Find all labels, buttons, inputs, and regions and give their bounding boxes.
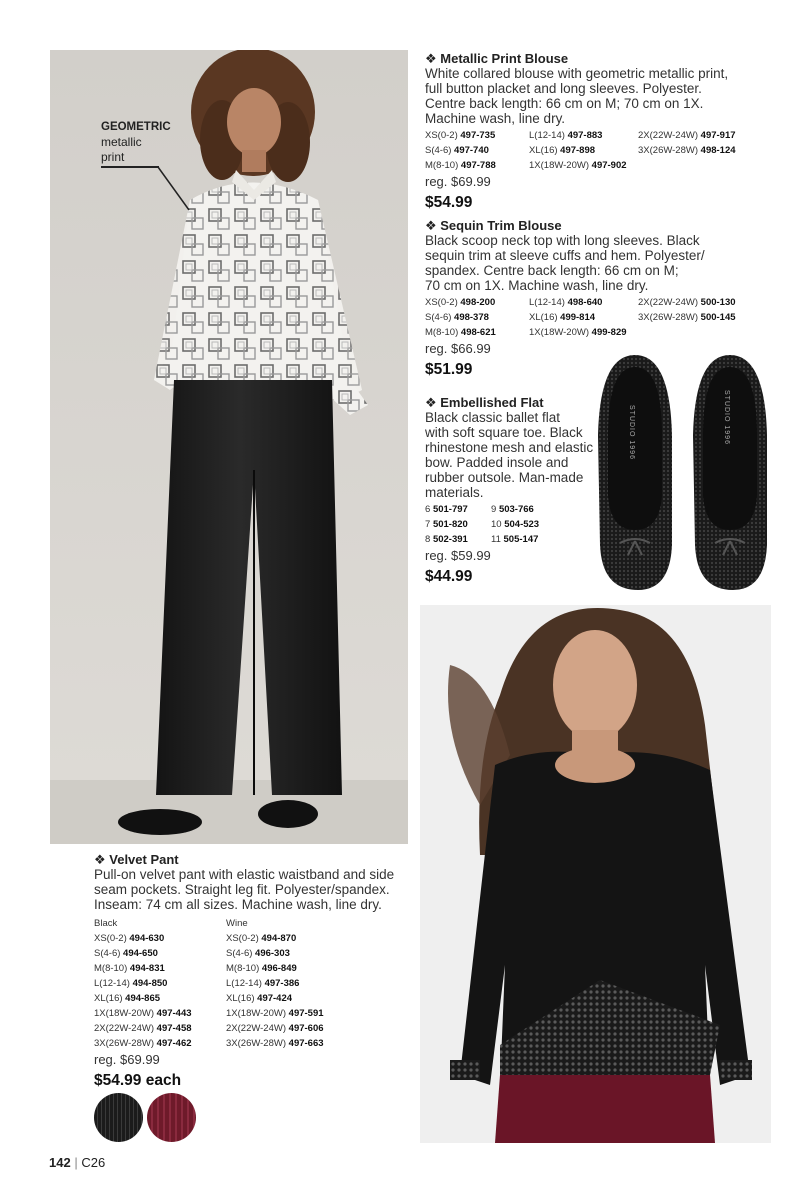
product-description: Pull-on velvet pant with elastic waistband and side seam pockets. Straight leg fit. Polyester/spandex. Inseam: 74 cm all sizes. Machine wash, line dry. <box>94 867 395 912</box>
catalog-code: C26 <box>81 1155 106 1170</box>
size-table <box>94 916 414 1051</box>
size-cell: 9 503-766 <box>491 504 534 515</box>
product-description: Black classic ballet flat with soft square toe. Black rhinestone mesh and elastic bow. Padded insole and rubber outsole. Man-made materials. <box>425 410 594 500</box>
sale-price: $51.99 <box>425 361 473 378</box>
sale-price: $44.99 <box>425 568 473 585</box>
size-cell: L(12-14) 498-640 <box>529 297 603 308</box>
left-shoe <box>598 355 672 590</box>
size-cell: M(8-10) 497-788 <box>425 160 496 171</box>
size-cell: XS(0-2) 497-735 <box>425 130 496 141</box>
size-cell: XL(16) 497-424 <box>226 993 293 1004</box>
size-cell: 2X(22W-24W) 500-130 <box>638 297 736 308</box>
size-cell: 3X(26W-28W) 497-663 <box>226 1038 324 1049</box>
size-cell: 2X(22W-24W) 497-606 <box>226 1023 324 1034</box>
size-cell: XL(16) 494-865 <box>94 993 161 1004</box>
swatch-wine <box>147 1093 196 1142</box>
callout-line2: metallic <box>101 135 142 149</box>
size-cell: 2X(22W-24W) 497-458 <box>94 1023 192 1034</box>
product-description: White collared blouse with geometric metallic print, full button placket and long sleeves. Polyester. Centre back length: 66 cm on M; 70 cm on 1X. Machine wash, line dry. <box>425 66 729 126</box>
size-cell: L(12-14) 497-883 <box>529 130 603 141</box>
size-cell: 8 502-391 <box>425 534 468 545</box>
size-cell: S(4-6) 496-303 <box>226 948 290 959</box>
size-table <box>425 128 755 173</box>
page-number: 142 <box>49 1155 71 1170</box>
callout-underline <box>101 166 159 168</box>
size-cell: 3X(26W-28W) 500-145 <box>638 312 736 323</box>
size-cell: 1X(18W-20W) 497-902 <box>529 160 627 171</box>
regular-price: reg. $59.99 <box>425 548 491 563</box>
size-cell: XS(0-2) 494-870 <box>226 933 297 944</box>
size-cell: 1X(18W-20W) 497-591 <box>226 1008 324 1019</box>
geometric-print-callout <box>101 120 201 165</box>
size-cell: L(12-14) 497-386 <box>226 978 300 989</box>
size-cell <box>638 158 758 173</box>
size-cell: M(8-10) 494-831 <box>94 963 165 974</box>
footer-separator: | <box>74 1155 78 1170</box>
size-cell: 10 504-523 <box>491 519 540 530</box>
regular-price: reg. $69.99 <box>425 174 491 189</box>
product-embellished-flat <box>425 395 605 586</box>
size-table <box>425 502 605 547</box>
size-cell <box>638 325 758 340</box>
callout-pointer-line <box>155 164 195 214</box>
size-cell: S(4-6) 498-378 <box>425 312 489 323</box>
product-metallic-print-blouse <box>425 51 755 212</box>
size-cell: XS(0-2) 494-630 <box>94 933 165 944</box>
swatch-black <box>94 1093 143 1142</box>
product-title: ❖ Sequin Trim Blouse <box>425 218 562 233</box>
product-velvet-pant <box>94 852 414 1090</box>
model-photo-sequin-blouse <box>420 605 771 1143</box>
size-table <box>425 295 755 340</box>
callout-line1: GEOMETRIC <box>101 121 171 133</box>
callout-line3: print <box>101 150 125 164</box>
product-title: ❖ Velvet Pant <box>94 852 179 867</box>
size-cell: XL(16) 499-814 <box>529 312 596 323</box>
size-cell: 7 501-820 <box>425 519 468 530</box>
model-photo-blouse-pant <box>50 50 408 844</box>
product-description: Black scoop neck top with long sleeves. Black sequin trim at sleeve cuffs and hem. Polyester/ spandex. Centre back length: 66 cm on M; 70 cm on 1X. Machine wash, line dry. <box>425 233 705 293</box>
size-cell: 1X(18W-20W) 497-443 <box>94 1008 192 1019</box>
size-cell: L(12-14) 494-850 <box>94 978 168 989</box>
sale-price: $54.99 <box>425 194 473 211</box>
size-cell: 6 501-797 <box>425 504 468 515</box>
ballet-flats-image <box>590 345 780 595</box>
product-title: ❖ Metallic Print Blouse <box>425 51 569 66</box>
size-cell: M(8-10) 496-849 <box>226 963 297 974</box>
model-illustration <box>420 605 771 1143</box>
regular-price: reg. $66.99 <box>425 341 491 356</box>
right-shoe <box>693 355 767 590</box>
model-illustration <box>50 50 408 844</box>
regular-price: reg. $69.99 <box>94 1052 160 1067</box>
size-cell: S(4-6) 497-740 <box>425 145 489 156</box>
size-cell: M(8-10) 498-621 <box>425 327 496 338</box>
size-cell: 1X(18W-20W) 499-829 <box>529 327 627 338</box>
size-cell: 2X(22W-24W) 497-917 <box>638 130 736 141</box>
size-cell: 11 505-147 <box>491 534 539 545</box>
size-cell: XS(0-2) 498-200 <box>425 297 496 308</box>
shoe-brand-label: STUDIO 1996 <box>723 390 730 445</box>
product-title: ❖ Embellished Flat <box>425 395 544 410</box>
color-header-wine: Wine <box>226 918 248 929</box>
size-cell: S(4-6) 494-650 <box>94 948 158 959</box>
size-cell: 3X(26W-28W) 498-124 <box>638 145 736 156</box>
size-cell: 3X(26W-28W) 497-462 <box>94 1038 192 1049</box>
page-footer <box>49 1155 105 1170</box>
sale-price: $54.99 each <box>94 1072 182 1089</box>
color-header-black: Black <box>94 918 118 929</box>
size-cell: XL(16) 497-898 <box>529 145 596 156</box>
shoe-brand-label: STUDIO 1996 <box>628 405 635 460</box>
